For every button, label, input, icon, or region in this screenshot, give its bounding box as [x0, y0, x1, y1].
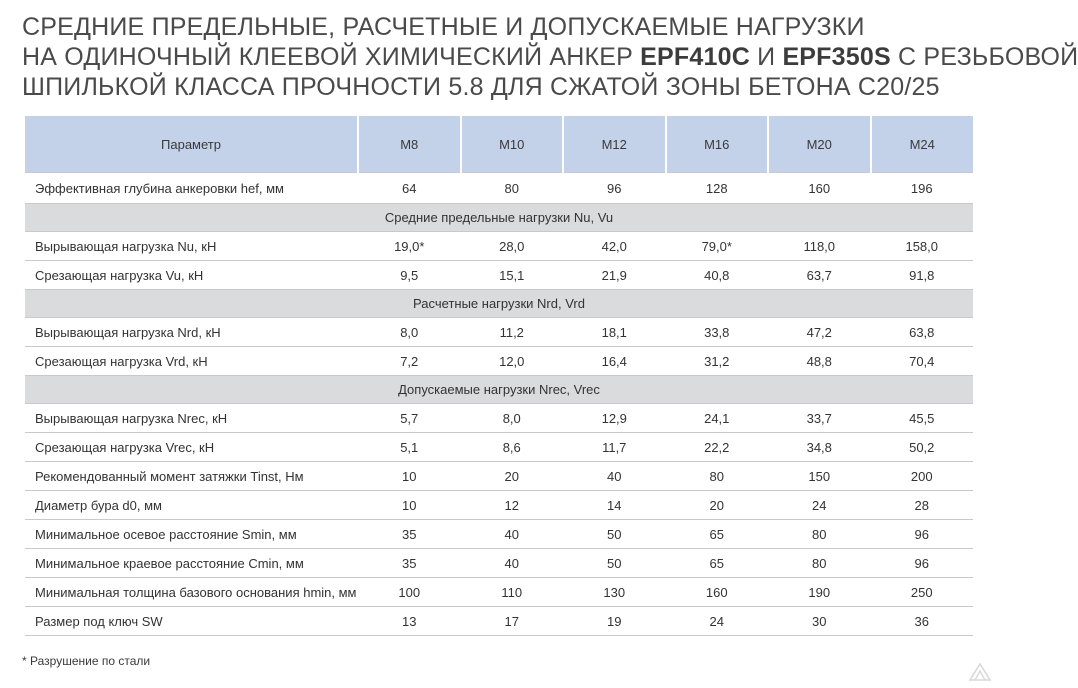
value-cell: 34,8 [768, 433, 871, 462]
table-row [25, 462, 973, 491]
value-cell: 158,0 [871, 232, 974, 261]
table-row [25, 404, 973, 433]
table-row [25, 491, 973, 520]
parameter-label: Минимальное осевое расстояние Smin, мм [25, 520, 358, 549]
value-cell: 13 [358, 607, 461, 636]
header-cell-size: М20 [768, 116, 871, 173]
value-cell: 64 [358, 173, 461, 204]
table-row [25, 549, 973, 578]
value-cell: 160 [768, 173, 871, 204]
section-row [25, 290, 973, 318]
value-cell: 8,0 [461, 404, 564, 433]
value-cell: 65 [666, 549, 769, 578]
value-cell: 12 [461, 491, 564, 520]
value-cell: 20 [461, 462, 564, 491]
header-cell-size: М24 [871, 116, 974, 173]
value-cell: 118,0 [768, 232, 871, 261]
value-cell: 31,2 [666, 347, 769, 376]
value-cell: 20 [666, 491, 769, 520]
value-cell: 28 [871, 491, 974, 520]
value-cell: 10 [358, 462, 461, 491]
value-cell: 21,9 [563, 261, 666, 290]
table-row [25, 173, 973, 204]
value-cell: 12,9 [563, 404, 666, 433]
value-cell: 80 [768, 520, 871, 549]
section-title: Расчетные нагрузки Nrd, Vrd [25, 290, 973, 318]
value-cell: 96 [871, 520, 974, 549]
value-cell: 45,5 [871, 404, 974, 433]
value-cell: 15,1 [461, 261, 564, 290]
parameter-label: Вырывающая нагрузка Nrd, кН [25, 318, 358, 347]
title-line-2-part-c: И [749, 43, 783, 71]
value-cell: 100 [358, 578, 461, 607]
value-cell: 160 [666, 578, 769, 607]
site-logo-icon [968, 662, 992, 682]
table-header-row [25, 116, 973, 173]
value-cell: 63,8 [871, 318, 974, 347]
section-title: Средние предельные нагрузки Nu, Vu [25, 204, 973, 232]
value-cell: 5,1 [358, 433, 461, 462]
value-cell: 80 [461, 173, 564, 204]
value-cell: 22,2 [666, 433, 769, 462]
parameter-label: Минимальная толщина базового основания hmin, мм [25, 578, 358, 607]
parameter-label: Диаметр бура d0, мм [25, 491, 358, 520]
title-line-3: ШПИЛЬКОЙ КЛАССА ПРОЧНОСТИ 5.8 ДЛЯ СЖАТОЙ ЗОНЫ БЕТОНА С20/25 [22, 73, 940, 101]
value-cell: 33,7 [768, 404, 871, 433]
value-cell: 130 [563, 578, 666, 607]
value-cell: 96 [871, 549, 974, 578]
section-row [25, 204, 973, 232]
parameter-label: Рекомендованный момент затяжки Tinst, Нм [25, 462, 358, 491]
value-cell: 150 [768, 462, 871, 491]
value-cell: 40 [563, 462, 666, 491]
parameter-label: Срезающая нагрузка Vu, кН [25, 261, 358, 290]
value-cell: 35 [358, 549, 461, 578]
header-cell-size: М8 [358, 116, 461, 173]
value-cell: 50 [563, 520, 666, 549]
header-cell-size: М16 [666, 116, 769, 173]
value-cell: 14 [563, 491, 666, 520]
section-title: Допускаемые нагрузки Nrec, Vrec [25, 376, 973, 404]
value-cell: 110 [461, 578, 564, 607]
table-row [25, 261, 973, 290]
value-cell: 12,0 [461, 347, 564, 376]
title-line-2-part-e: С РЕЗЬБОВОЙ [890, 43, 1078, 71]
value-cell: 42,0 [563, 232, 666, 261]
value-cell: 9,5 [358, 261, 461, 290]
load-specification-table [25, 116, 973, 636]
title-line-2-part-a: НА ОДИНОЧНЫЙ КЛЕЕВОЙ ХИМИЧЕСКИЙ АНКЕР [22, 43, 641, 71]
value-cell: 28,0 [461, 232, 564, 261]
product-code-epf350s: EPF350S [782, 43, 891, 71]
value-cell: 24,1 [666, 404, 769, 433]
parameter-label: Срезающая нагрузка Vrec, кН [25, 433, 358, 462]
value-cell: 18,1 [563, 318, 666, 347]
value-cell: 48,8 [768, 347, 871, 376]
table-row [25, 520, 973, 549]
value-cell: 47,2 [768, 318, 871, 347]
parameter-label: Минимальное краевое расстояние Cmin, мм [25, 549, 358, 578]
value-cell: 11,7 [563, 433, 666, 462]
value-cell: 128 [666, 173, 769, 204]
table-row [25, 433, 973, 462]
value-cell: 5,7 [358, 404, 461, 433]
value-cell: 63,7 [768, 261, 871, 290]
parameter-label: Срезающая нагрузка Vrd, кН [25, 347, 358, 376]
value-cell: 190 [768, 578, 871, 607]
value-cell: 19 [563, 607, 666, 636]
value-cell: 8,0 [358, 318, 461, 347]
value-cell: 70,4 [871, 347, 974, 376]
parameter-label: Эффективная глубина анкеровки hef, мм [25, 173, 358, 204]
table-row [25, 318, 973, 347]
title-line-2 [22, 42, 1078, 72]
value-cell: 17 [461, 607, 564, 636]
title-line-1: СРЕДНИЕ ПРЕДЕЛЬНЫЕ, РАСЧЕТНЫЕ И ДОПУСКАЕМЫЕ НАГРУЗКИ [22, 13, 865, 41]
table-header [25, 116, 973, 173]
value-cell: 11,2 [461, 318, 564, 347]
value-cell: 196 [871, 173, 974, 204]
table-row [25, 607, 973, 636]
value-cell: 36 [871, 607, 974, 636]
value-cell: 40 [461, 520, 564, 549]
value-cell: 10 [358, 491, 461, 520]
section-row [25, 376, 973, 404]
value-cell: 91,8 [871, 261, 974, 290]
value-cell: 16,4 [563, 347, 666, 376]
value-cell: 40 [461, 549, 564, 578]
value-cell: 24 [768, 491, 871, 520]
value-cell: 35 [358, 520, 461, 549]
document-title [22, 12, 1078, 102]
value-cell: 80 [768, 549, 871, 578]
parameter-label: Вырывающая нагрузка Nrec, кН [25, 404, 358, 433]
value-cell: 80 [666, 462, 769, 491]
table-row [25, 578, 973, 607]
header-cell-size: М12 [563, 116, 666, 173]
footnote: * Разрушение по стали [22, 654, 151, 668]
value-cell: 33,8 [666, 318, 769, 347]
value-cell: 50,2 [871, 433, 974, 462]
header-cell-size: М10 [461, 116, 564, 173]
value-cell: 65 [666, 520, 769, 549]
value-cell: 96 [563, 173, 666, 204]
table-row [25, 232, 973, 261]
value-cell: 19,0* [358, 232, 461, 261]
parameter-label: Вырывающая нагрузка Nu, кН [25, 232, 358, 261]
product-code-epf410c: EPF410C [640, 43, 750, 71]
table-body [25, 173, 973, 636]
parameter-label: Размер под ключ SW [25, 607, 358, 636]
value-cell: 79,0* [666, 232, 769, 261]
value-cell: 40,8 [666, 261, 769, 290]
value-cell: 30 [768, 607, 871, 636]
value-cell: 7,2 [358, 347, 461, 376]
value-cell: 24 [666, 607, 769, 636]
header-cell-parameter: Параметр [25, 116, 358, 173]
value-cell: 50 [563, 549, 666, 578]
value-cell: 8,6 [461, 433, 564, 462]
value-cell: 250 [871, 578, 974, 607]
table-row [25, 347, 973, 376]
value-cell: 200 [871, 462, 974, 491]
